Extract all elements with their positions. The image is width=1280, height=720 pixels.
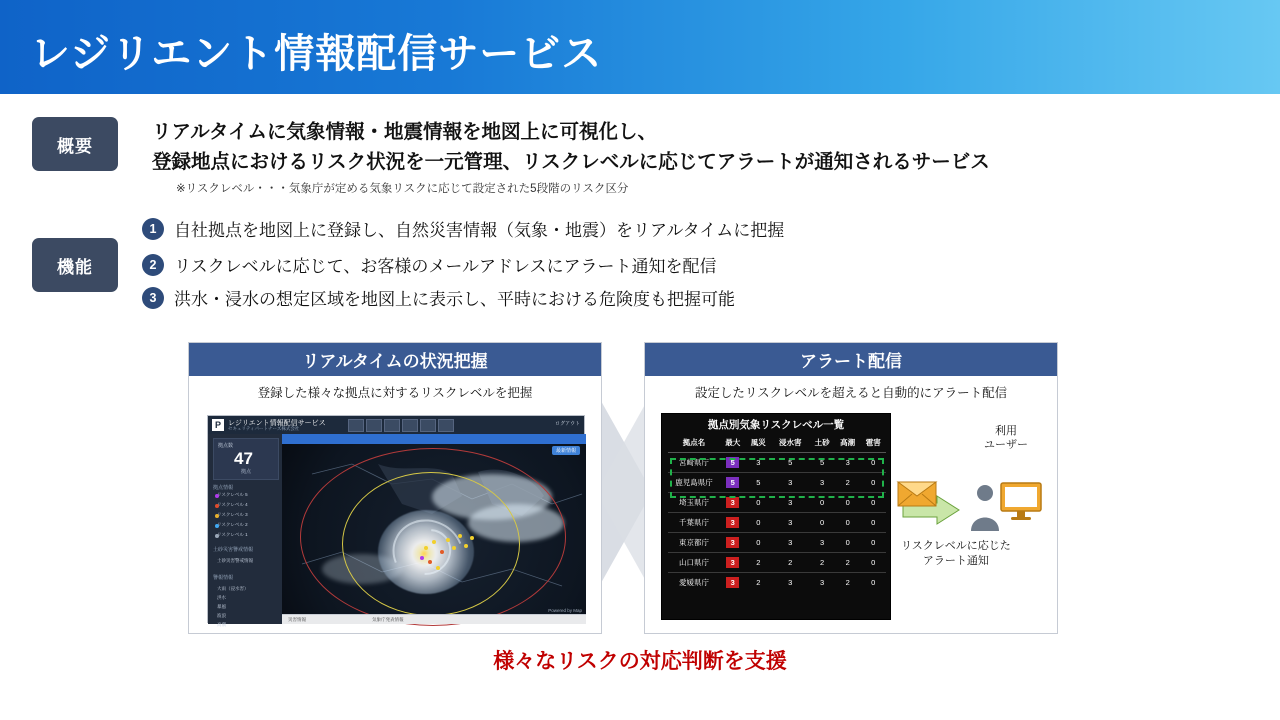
cell-tide: 0 bbox=[835, 513, 861, 533]
legend-swatch bbox=[348, 419, 364, 432]
user-label bbox=[971, 425, 1041, 453]
sidebar-section-landslide: 土砂災害警戒情報 bbox=[213, 547, 254, 553]
cell-tide: 3 bbox=[835, 453, 861, 473]
cell-max-level bbox=[720, 573, 746, 593]
user-with-monitor-illustration bbox=[967, 479, 1043, 535]
alert-note-line1: リスクレベルに応じた bbox=[901, 540, 1011, 552]
overview-line-2: 登録地点におけるリスク状況を一元管理、リスクレベルに応じてアラートが通知されるサービス bbox=[152, 151, 990, 173]
cell-landslide: 0 bbox=[809, 513, 835, 533]
risk-level-table bbox=[668, 434, 886, 592]
level-badge: 3 bbox=[726, 517, 739, 528]
col-header-landslide: 土砂 bbox=[809, 434, 835, 453]
sidebar-item-level2[interactable]: リスクレベル 2 bbox=[217, 522, 248, 527]
feature-item bbox=[142, 285, 735, 310]
col-header-max: 最大 bbox=[720, 434, 746, 453]
app-title: レジリエント情報配信サービス bbox=[228, 420, 326, 427]
legend-swatch bbox=[366, 419, 382, 432]
cell-wind: 3 bbox=[746, 453, 772, 473]
sidebar-item-level4[interactable]: リスクレベル 4 bbox=[217, 502, 248, 507]
col-header-flood: 浸水害 bbox=[771, 434, 809, 453]
cell-wind: 2 bbox=[756, 578, 761, 587]
app-subtitle: セキュリティパートナーズ株式会社 bbox=[228, 426, 300, 431]
site-count-value: 47 bbox=[234, 449, 253, 468]
app-screenshot-mock bbox=[207, 415, 585, 627]
map-credit: Powered by Map bbox=[548, 608, 582, 613]
risk-point-cluster bbox=[402, 518, 492, 588]
section-pill-features: 機能 bbox=[32, 238, 118, 292]
cell-tide: 2 bbox=[835, 553, 861, 573]
col-header-tide: 高潮 bbox=[835, 434, 861, 453]
cell-landslide: 3 bbox=[809, 533, 835, 553]
sidebar-item-level5[interactable]: リスクレベル 5 bbox=[217, 492, 248, 497]
feature-item bbox=[142, 252, 716, 277]
cell-hail: 0 bbox=[860, 493, 886, 513]
col-header-hail: 雹害 bbox=[860, 434, 886, 453]
cell-flood: 3 bbox=[771, 533, 809, 553]
site-count-unit: 拠点 bbox=[241, 469, 252, 475]
map-latest-badge[interactable]: 最新情報 bbox=[552, 446, 580, 455]
cell-hail: 0 bbox=[871, 578, 876, 587]
cell-hail: 0 bbox=[860, 533, 886, 553]
table-row[interactable] bbox=[668, 493, 886, 513]
section-pill-overview: 概要 bbox=[32, 117, 118, 171]
cell-flood: 3 bbox=[771, 493, 809, 513]
cell-landslide: 3 bbox=[809, 473, 835, 493]
cell-tide: 2 bbox=[835, 473, 861, 493]
alert-note bbox=[901, 539, 1011, 569]
app-level-legend[interactable] bbox=[348, 419, 454, 432]
table-row[interactable] bbox=[668, 533, 886, 553]
cell-flood: 3 bbox=[771, 473, 809, 493]
cell-max-level bbox=[720, 493, 746, 513]
feature-label: 自社拠点を地図上に登録し、自然災害情報（気象・地震）をリアルタイムに把握 bbox=[174, 221, 785, 240]
cell-site-name: 埼玉県庁 bbox=[668, 493, 720, 513]
site-count-card bbox=[213, 438, 279, 480]
cell-max-level bbox=[720, 533, 746, 553]
cell-site-name: 鹿児島県庁 bbox=[668, 473, 720, 493]
cell-wind: 0 bbox=[746, 533, 772, 553]
app-logout-link[interactable]: ログアウト bbox=[554, 421, 580, 427]
cell-hail: 0 bbox=[860, 453, 886, 473]
site-count-label: 拠点数 bbox=[218, 443, 234, 449]
cell-flood: 5 bbox=[771, 453, 809, 473]
cell-flood: 2 bbox=[771, 553, 809, 573]
sidebar-item-warning-wind[interactable]: 暴風 bbox=[217, 604, 226, 609]
map-footer-mid: 気象庁発表情報 bbox=[372, 616, 404, 622]
user-label-line1: 利用 bbox=[995, 425, 1017, 437]
cell-landslide: 0 bbox=[809, 493, 835, 513]
cell-wind: 0 bbox=[746, 493, 772, 513]
risk-table-title: 拠点別気象リスクレベル一覧 bbox=[707, 419, 845, 431]
feature-label: 洪水・浸水の想定区域を地図上に表示し、平時における危険度も把握可能 bbox=[174, 290, 735, 309]
legend-swatch bbox=[438, 419, 454, 432]
weather-map[interactable] bbox=[282, 434, 586, 624]
cell-tide: 0 bbox=[835, 533, 861, 553]
table-row[interactable] bbox=[668, 453, 886, 473]
cell-max-level bbox=[720, 513, 746, 533]
mail-icon bbox=[897, 481, 937, 507]
panel-left-subtitle: 登録した様々な拠点に対するリスクレベルを把握 bbox=[257, 386, 533, 400]
sidebar-item-warning-rain[interactable]: 大雨（浸水害） bbox=[217, 586, 249, 591]
feature-label: リスクレベルに応じて、お客様のメールアドレスにアラート通知を配信 bbox=[174, 257, 717, 276]
cell-tide: 0 bbox=[835, 493, 861, 513]
level-badge: 3 bbox=[726, 537, 739, 548]
page-title: レジリエント情報配信サービス bbox=[30, 32, 603, 76]
feature-number: 1 bbox=[142, 218, 164, 240]
table-row[interactable] bbox=[668, 513, 886, 533]
cell-max-level bbox=[720, 473, 746, 493]
sidebar-item-level3[interactable]: リスクレベル 3 bbox=[217, 512, 248, 517]
panel-realtime-status bbox=[188, 342, 602, 634]
cell-landslide: 5 bbox=[809, 453, 835, 473]
cell-site-name: 千葉県庁 bbox=[668, 513, 720, 533]
cell-wind: 2 bbox=[746, 553, 772, 573]
map-header-bar bbox=[282, 434, 586, 444]
level-badge: 5 bbox=[726, 457, 739, 468]
table-header-row bbox=[668, 434, 886, 453]
cell-site-name: 山口県庁 bbox=[668, 553, 720, 573]
panel-right-subtitle: 設定したリスクレベルを超えると自動的にアラート配信 bbox=[694, 386, 1008, 400]
sidebar-item-level1[interactable]: リスクレベル 1 bbox=[217, 532, 248, 537]
map-footer-left: 災害情報 bbox=[288, 616, 306, 622]
col-header-wind: 風災 bbox=[746, 434, 772, 453]
sidebar-section-warnings: 警報情報 bbox=[213, 575, 234, 581]
feature-number: 2 bbox=[142, 254, 164, 276]
alert-note-line2: アラート通知 bbox=[922, 554, 989, 567]
cell-site-name: 愛媛県庁 bbox=[679, 578, 709, 587]
cell-tide: 2 bbox=[845, 578, 850, 587]
level-badge: 3 bbox=[726, 577, 739, 588]
cell-hail: 0 bbox=[860, 473, 886, 493]
legend-swatch bbox=[420, 419, 436, 432]
map-footer bbox=[282, 614, 586, 624]
feature-item bbox=[142, 216, 784, 241]
risk-level-table-container bbox=[661, 413, 891, 620]
level-badge: 3 bbox=[726, 557, 739, 568]
app-sidebar bbox=[208, 434, 282, 627]
legend-swatch bbox=[384, 419, 400, 432]
legend-swatch bbox=[402, 419, 418, 432]
panel-left-title: リアルタイムの状況把握 bbox=[189, 343, 601, 376]
table-row[interactable] bbox=[668, 573, 886, 593]
sidebar-item-landslide[interactable]: 土砂災害警戒情報 bbox=[217, 558, 253, 563]
cell-site-name: 東京都庁 bbox=[668, 533, 720, 553]
sidebar-item-warning-flood[interactable]: 洪水 bbox=[217, 595, 226, 600]
sidebar-item-warning-tide[interactable]: 高潮 bbox=[217, 622, 226, 627]
cell-landslide: 2 bbox=[809, 553, 835, 573]
table-row[interactable] bbox=[668, 473, 886, 493]
panel-alert-delivery bbox=[644, 342, 1058, 634]
cell-max-level bbox=[720, 553, 746, 573]
overview-note: ※リスクレベル・・・気象庁が定める気象リスクに応じて設定された5段階のリスク区分 bbox=[176, 183, 629, 195]
table-row[interactable] bbox=[668, 553, 886, 573]
panel-right-title: アラート配信 bbox=[645, 343, 1057, 376]
app-logo-icon: P bbox=[212, 419, 224, 431]
cell-flood: 3 bbox=[788, 578, 793, 587]
bottom-slogan: 様々なリスクの対応判断を支援 bbox=[493, 650, 787, 673]
cell-hail: 0 bbox=[860, 513, 886, 533]
col-header-name: 拠点名 bbox=[668, 434, 720, 453]
cell-hail: 0 bbox=[860, 553, 886, 573]
cell-wind: 0 bbox=[746, 513, 772, 533]
cell-wind: 5 bbox=[746, 473, 772, 493]
cell-flood: 3 bbox=[771, 513, 809, 533]
feature-number: 3 bbox=[142, 287, 164, 309]
overview-line-1: リアルタイムに気象情報・地震情報を地図上に可視化し、 bbox=[152, 121, 658, 143]
user-label-line2: ユーザー bbox=[984, 438, 1028, 451]
sidebar-item-warning-wave[interactable]: 波浪 bbox=[217, 613, 226, 618]
cell-site-name: 宮崎県庁 bbox=[668, 453, 720, 473]
cell-max-level bbox=[720, 453, 746, 473]
cell-landslide: 3 bbox=[820, 578, 825, 587]
level-badge: 3 bbox=[726, 497, 739, 508]
sidebar-section-sites: 拠点情報 bbox=[213, 485, 234, 491]
level-badge: 5 bbox=[726, 477, 739, 488]
